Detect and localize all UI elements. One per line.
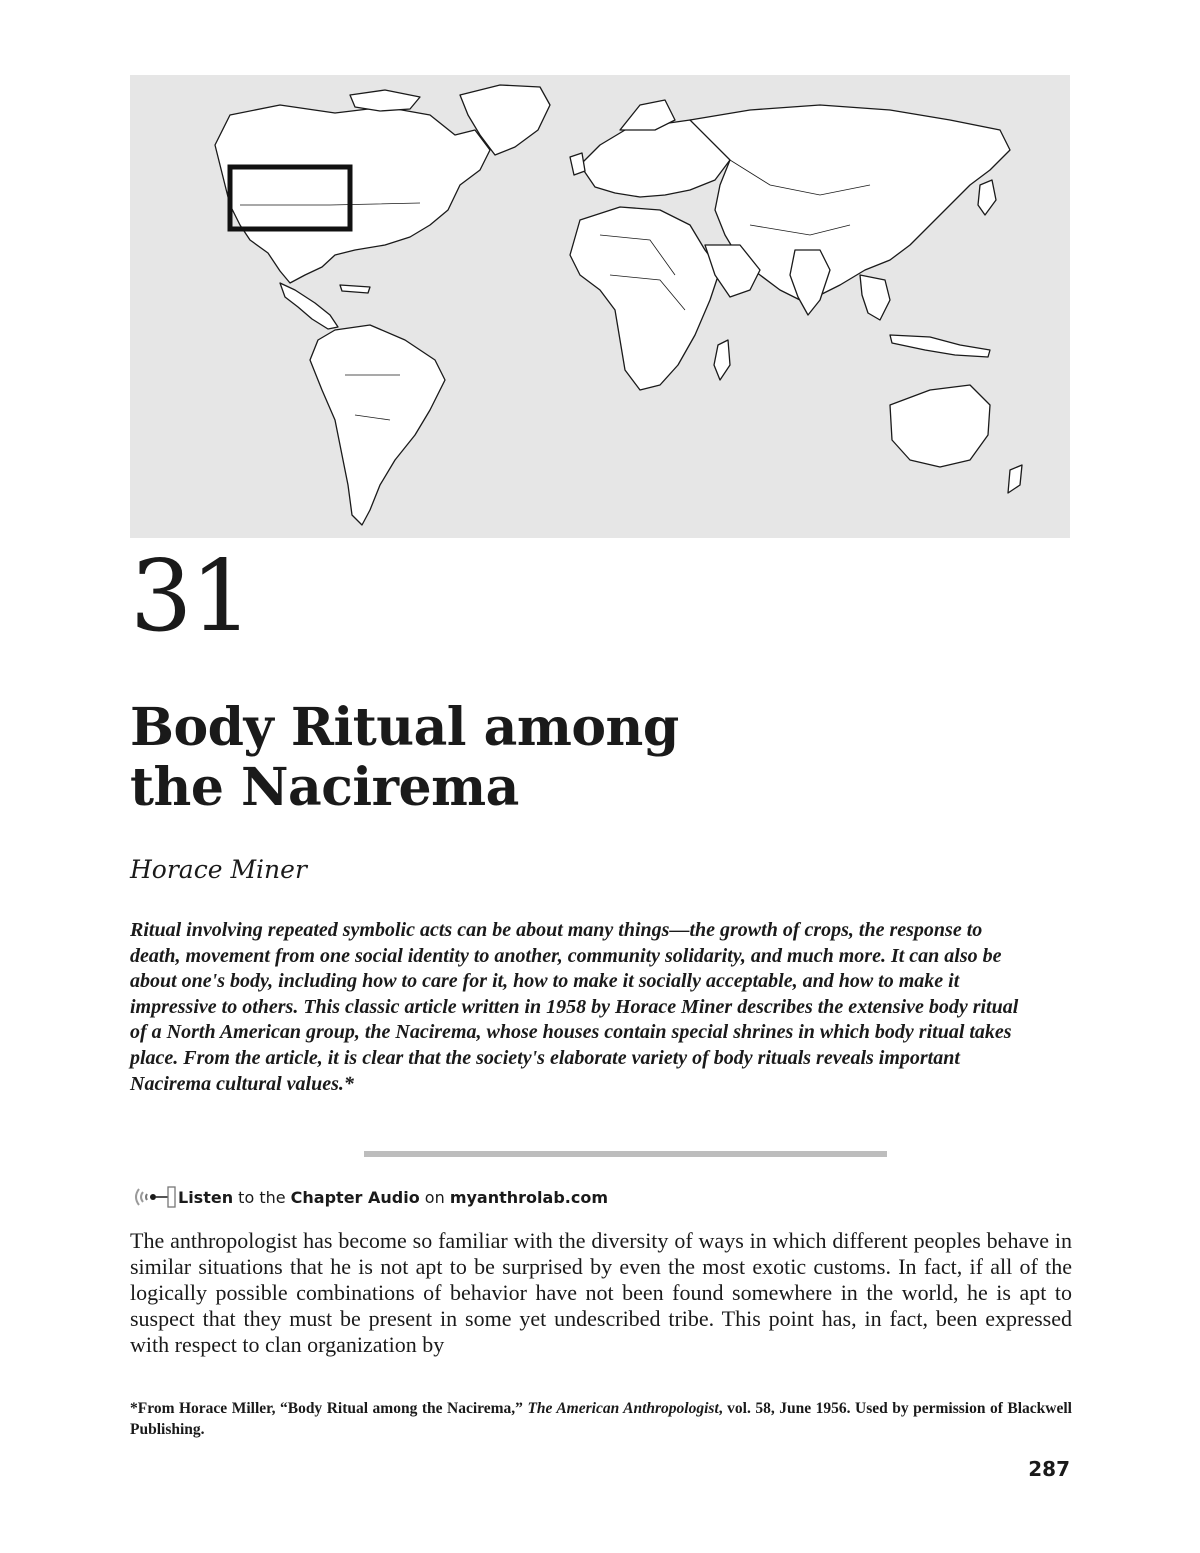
chapter-number: 31 xyxy=(130,540,251,654)
madagascar-island xyxy=(714,340,730,380)
caribbean-islands xyxy=(340,285,370,293)
chapter-audio-link[interactable] xyxy=(130,1184,608,1210)
indonesia-islands xyxy=(890,335,990,357)
africa-landmass xyxy=(570,207,720,390)
footnote-journal: The American Anthropologist xyxy=(527,1400,719,1417)
british-isles xyxy=(570,153,585,175)
footnote-text-after: , vol. 58, June 1956. Used by permission of Blackwell Publishing. xyxy=(130,1400,1072,1438)
world-map xyxy=(130,75,1070,538)
arctic-islands xyxy=(350,90,420,111)
new-zealand-islands xyxy=(1008,465,1022,493)
on-text: on xyxy=(419,1187,450,1207)
chapter-title xyxy=(130,698,930,818)
site-link[interactable]: myanthrolab.com xyxy=(449,1187,608,1207)
section-divider xyxy=(364,1151,887,1157)
australia-landmass xyxy=(890,385,990,467)
footnote-text-before: *From Horace Miller, “Body Ritual among the Nacirema,” xyxy=(130,1400,528,1417)
india-landmass xyxy=(790,250,830,315)
chapter-abstract: Ritual involving repeated symbolic acts can be about many things—the growth of crops, the response to death, movement from one social identity to another, community solidarity, and much more. It can also be about one's body, including how to care for it, how to make it socially acceptable, and how to make it impressive to others. This classic article written in 1958 by Horace Miner describes the extensive body ritual of a North American group, the Nacirema, whose houses contain special shrines in which body ritual takes place. From the article, it is clear that the society's elaborate variety of body rituals reveals important Nacirema cultural values.* xyxy=(130,919,1019,1095)
author-name: Horace Miner xyxy=(130,855,307,884)
world-map-figure xyxy=(130,75,1070,538)
footnote xyxy=(130,1398,1072,1440)
to-the-text: to the xyxy=(233,1187,291,1207)
listen-label: Listen xyxy=(178,1187,234,1207)
chapter-title-line-1: Body Ritual among xyxy=(130,697,679,758)
speaker-audio-icon[interactable] xyxy=(130,1184,176,1210)
southeast-asia xyxy=(860,275,890,320)
central-america-landmass xyxy=(280,283,338,329)
body-paragraph: The anthropologist has become so familiar with the diversity of ways in which different peoples behave in similar situations that he is not apt to be surprised by even the most exotic customs. In fact, if all of the logically possible combinations of behavior have not been found somewhere in the world, he is apt to suspect that they must be present in some yet undescribed tribe. This point has, in fact, been expressed with respect to clan organization by xyxy=(130,1228,1072,1357)
japan-islands xyxy=(978,180,996,215)
chapter-audio-label: Chapter Audio xyxy=(290,1187,420,1207)
chapter-title-line-2: the Nacirema xyxy=(130,757,519,818)
page-number: 287 xyxy=(1028,1457,1070,1481)
south-america-landmass xyxy=(310,325,445,525)
